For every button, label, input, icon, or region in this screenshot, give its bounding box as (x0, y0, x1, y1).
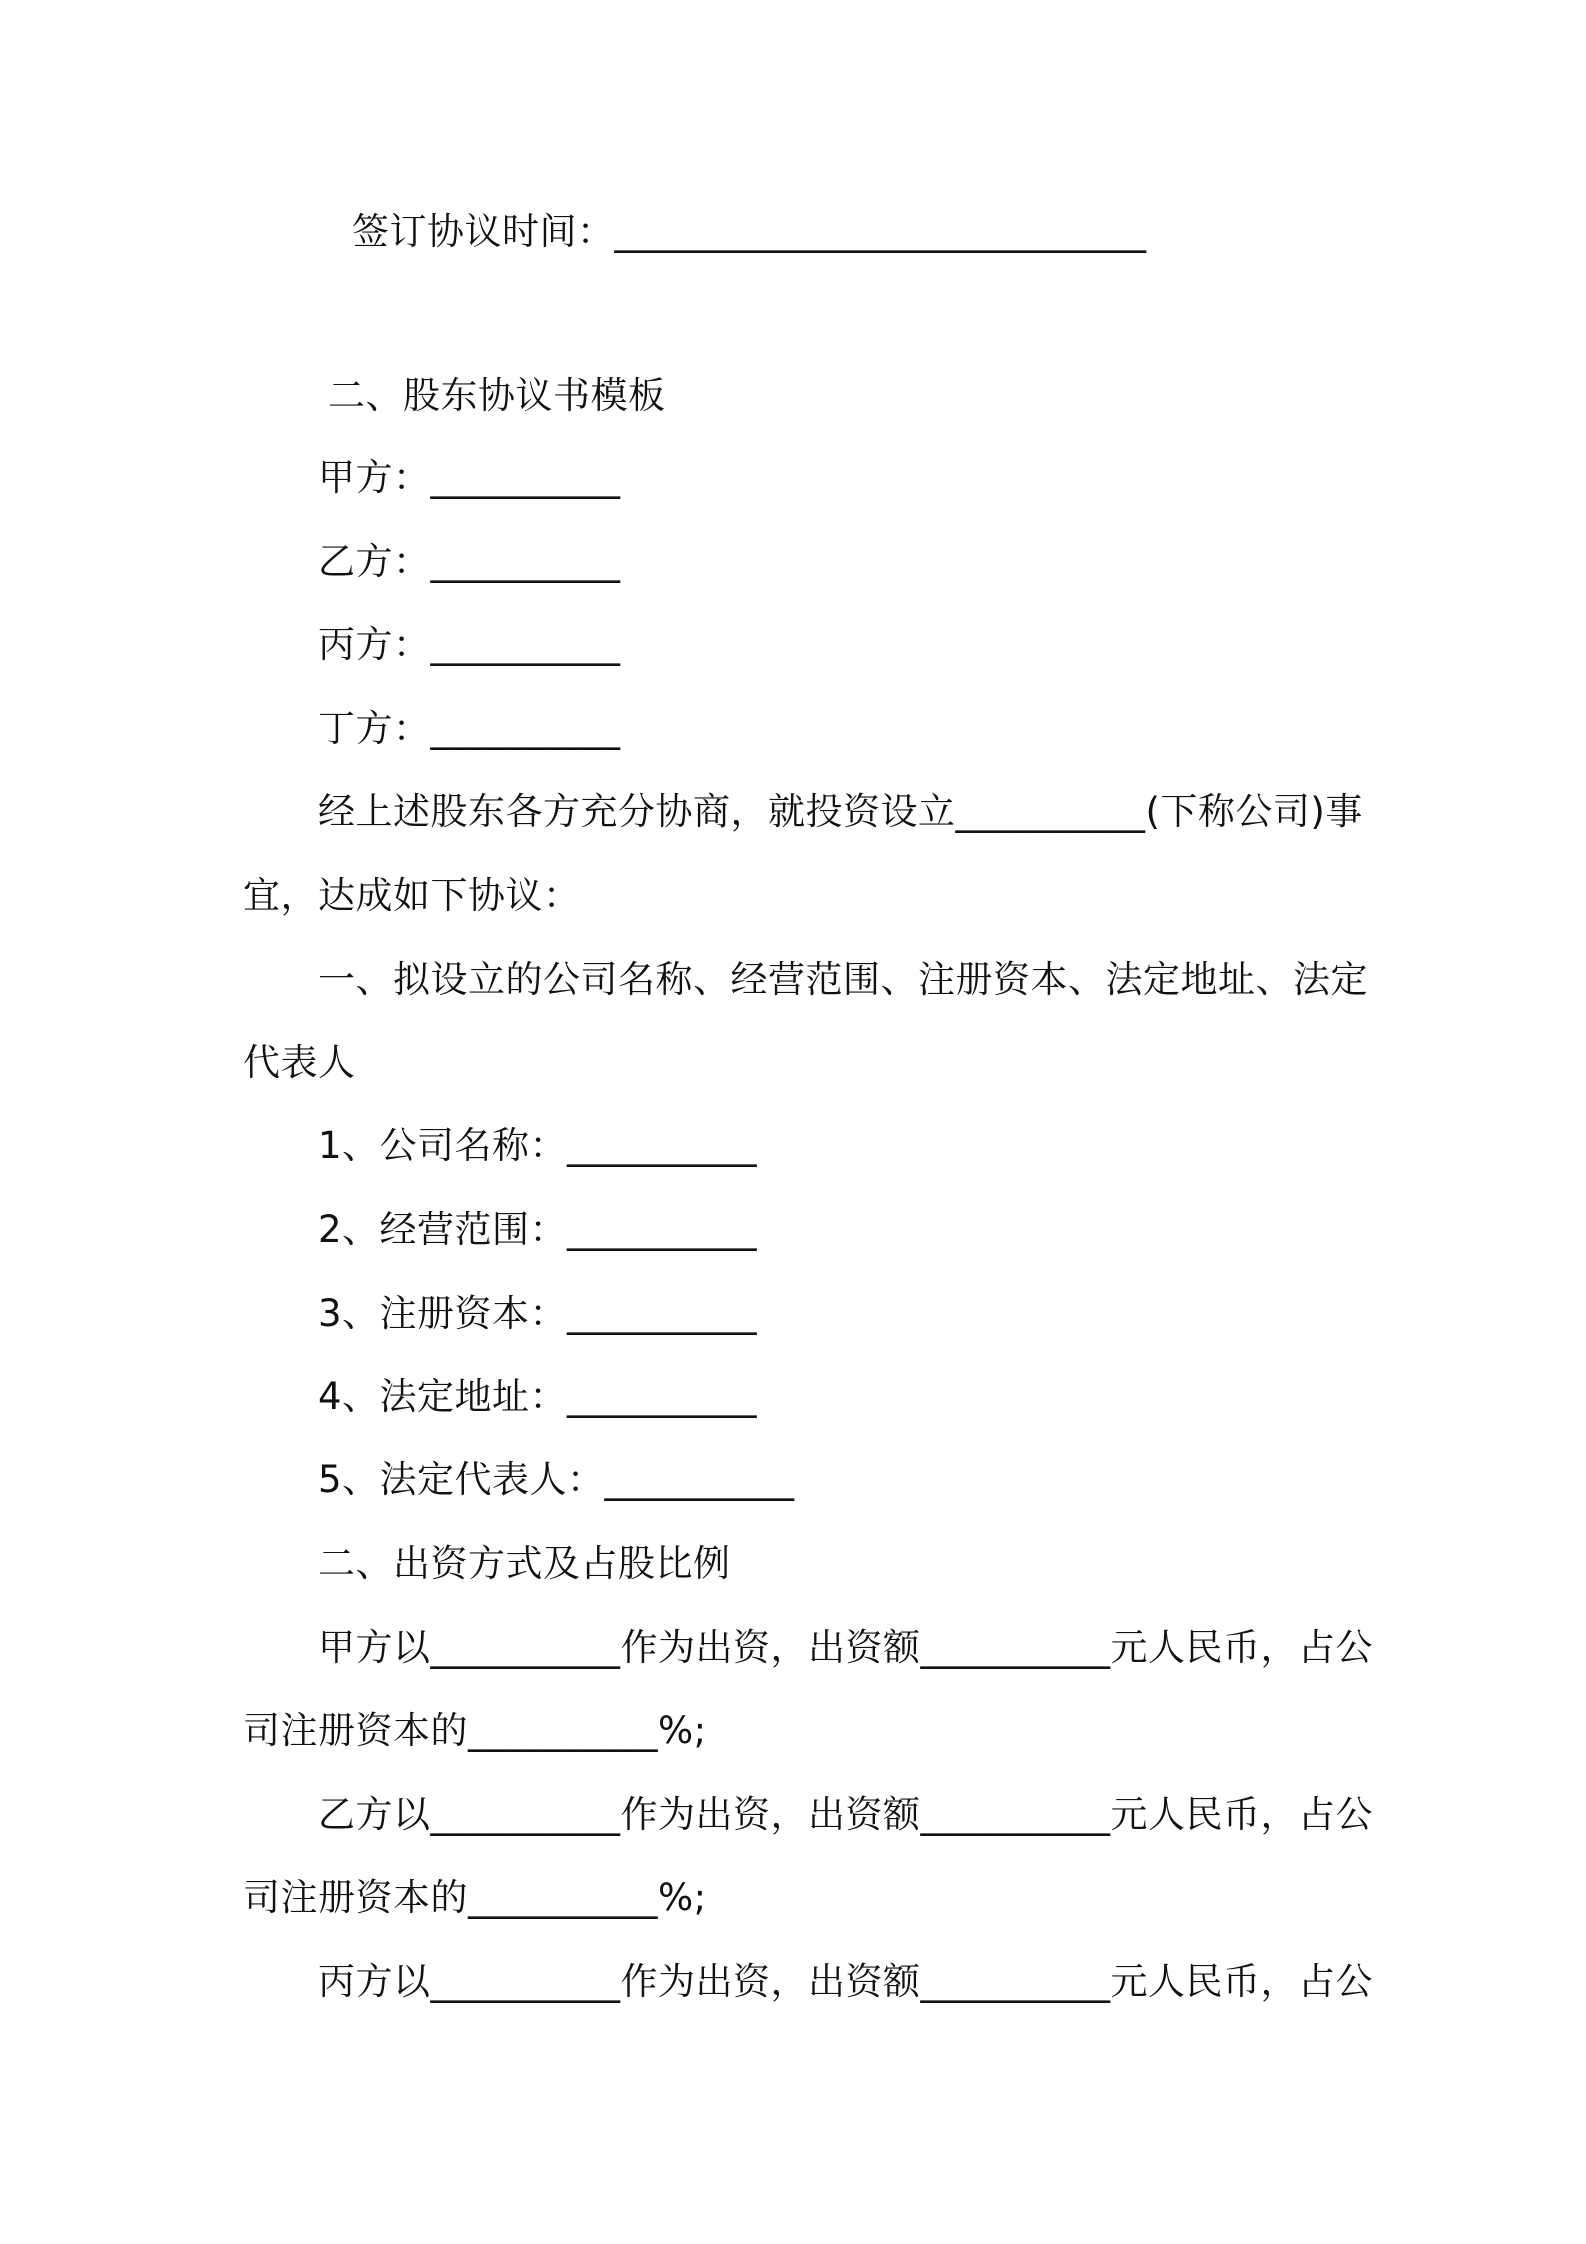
section-title: 二、股东协议书模板 (328, 374, 666, 417)
business-scope-item: 2、经营范围：__________ (318, 1208, 758, 1251)
party-b-contribution-line1: 乙方以__________作为出资，出资额__________元人民币，占公 (318, 1793, 1373, 1836)
clause1-heading-line1: 一、拟设立的公司名称、经营范围、注册资本、法定地址、法定 (318, 958, 1368, 1001)
registered-capital-item: 3、注册资本：__________ (318, 1292, 758, 1335)
legal-representative-item: 5、法定代表人：__________ (318, 1458, 795, 1501)
legal-address-item: 4、法定地址：__________ (318, 1375, 758, 1418)
party-b-line: 乙方：__________ (318, 540, 621, 583)
party-c-line: 丙方：__________ (318, 623, 621, 666)
clause1-heading-line2: 代表人 (243, 1041, 356, 1084)
party-c-contribution-line1: 丙方以__________作为出资，出资额__________元人民币，占公 (318, 1960, 1373, 2003)
clause2-heading: 二、出资方式及占股比例 (318, 1542, 731, 1585)
party-a-contribution-line2: 司注册资本的__________%; (243, 1709, 707, 1752)
company-name-item: 1、公司名称：__________ (318, 1124, 758, 1167)
intro-paragraph-line2: 宜，达成如下协议： (243, 874, 581, 917)
party-b-contribution-line2: 司注册资本的__________%; (243, 1876, 707, 1919)
intro-paragraph-line1: 经上述股东各方充分协商，就投资设立__________(下称公司)事 (318, 790, 1363, 833)
party-a-contribution-line1: 甲方以__________作为出资，出资额__________元人民币，占公 (318, 1626, 1373, 1669)
party-d-line: 丁方：__________ (318, 707, 621, 750)
signing-time-line: 签订协议时间：____________________________ (352, 210, 1147, 253)
party-a-line: 甲方：__________ (318, 456, 621, 499)
